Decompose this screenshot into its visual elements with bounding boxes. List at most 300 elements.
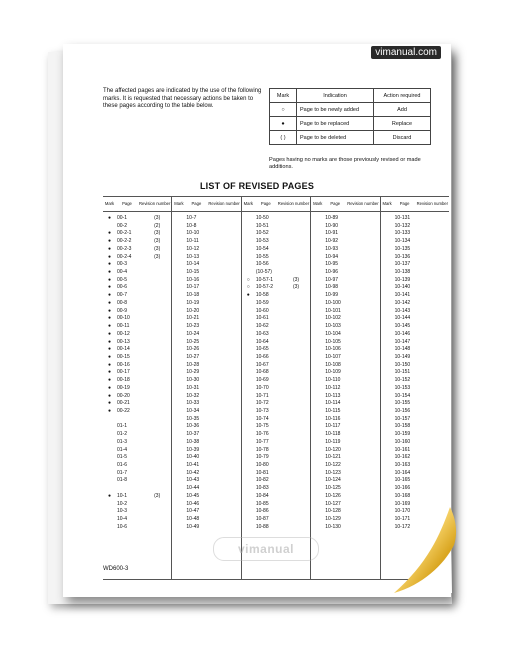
table-row (381, 393, 449, 401)
table-row (103, 346, 171, 354)
table-row (172, 416, 240, 424)
table-row (172, 362, 240, 370)
header-revision: Revision number (277, 200, 310, 206)
table-row (381, 423, 449, 431)
row-page: 10-125 (325, 485, 341, 492)
table-row (242, 462, 310, 470)
table-row (311, 315, 379, 323)
table-row (172, 477, 240, 485)
table-row (172, 524, 240, 532)
row-page: 10-11 (186, 238, 199, 245)
table-row (311, 470, 379, 478)
table-row (242, 400, 310, 408)
table-row (311, 254, 379, 262)
row-page: 10-153 (394, 384, 411, 391)
table-row (172, 454, 240, 462)
table-row (311, 331, 379, 339)
table-row (172, 238, 240, 246)
row-page: 10-25 (186, 338, 200, 345)
table-row (381, 331, 449, 339)
row-page: 10-19 (186, 299, 200, 306)
row-page: 00-21 (117, 400, 130, 407)
row-page: 10-89 (325, 215, 339, 221)
row-page: 10-15 (186, 269, 200, 276)
table-row (242, 508, 310, 516)
row-page: 01-4 (117, 446, 128, 453)
table-row (103, 292, 171, 300)
row-page: 10-164 (394, 469, 411, 476)
table-row (381, 346, 449, 354)
row-mark: ● (107, 369, 112, 376)
row-mark: ● (107, 400, 112, 407)
row-page: 10-102 (325, 315, 341, 322)
row-page: 10-88 (255, 523, 269, 530)
header-mark: Mark (174, 200, 184, 206)
row-page: 10-57-1 (255, 276, 274, 283)
row-page: 10-96 (325, 269, 339, 276)
table-row (103, 323, 171, 331)
table-row (381, 238, 449, 246)
row-page: 10-110 (325, 377, 341, 384)
table-row (242, 377, 310, 385)
legend-row-add (270, 103, 431, 117)
row-page: 10-127 (325, 500, 341, 507)
intro-paragraph: The affected pages are indicated by the use of the following marks. It is requested that necessary actions be taken to these pages according to the table below. (103, 88, 262, 109)
table-row (311, 416, 379, 424)
table-row (311, 501, 379, 509)
row-page: 10-21 (186, 315, 200, 322)
table-row (381, 493, 449, 501)
row-page: 10-56 (255, 261, 269, 268)
row-page: 10-132 (394, 222, 411, 229)
row-page: 10-135 (394, 245, 411, 252)
row-page: 00-17 (117, 369, 130, 376)
row-page: 00-2-1 (117, 230, 132, 237)
table-row (172, 408, 240, 416)
table-row (242, 238, 310, 246)
legend-mark-discard: ( ) (270, 131, 297, 145)
column-header (311, 197, 379, 212)
table-row (311, 300, 379, 308)
row-page: 10-113 (325, 392, 341, 399)
row-page: 00-18 (117, 377, 130, 384)
row-page: 10-69 (255, 377, 269, 384)
row-mark: ● (107, 307, 112, 314)
row-page: 10-121 (325, 454, 341, 461)
table-row (381, 447, 449, 455)
row-page: 10-170 (394, 508, 411, 515)
row-page: 10-39 (186, 446, 200, 453)
legend-mark-replace: ● (270, 117, 297, 131)
table-row (172, 470, 240, 478)
row-page: 10-134 (394, 238, 411, 245)
site-watermark: vimanual.com (371, 46, 441, 59)
row-page: 10-154 (394, 392, 411, 399)
row-page: 10-136 (394, 253, 411, 260)
table-row (242, 223, 310, 231)
table-row (103, 331, 171, 339)
table-row (242, 393, 310, 401)
row-page: 10-140 (394, 284, 411, 291)
table-row (103, 362, 171, 370)
row-page: 00-15 (117, 353, 130, 360)
table-row (381, 323, 449, 331)
row-page: 10-105 (325, 338, 341, 345)
row-mark: ● (107, 384, 112, 391)
row-page: 10-33 (186, 400, 200, 407)
table-row (311, 493, 379, 501)
row-mark: ● (107, 492, 112, 499)
column-header (172, 197, 240, 212)
row-mark: ● (107, 361, 112, 368)
table-row (311, 308, 379, 316)
row-page: 10-17 (186, 284, 200, 291)
row-page: 10-2 (117, 500, 128, 507)
table-row (242, 323, 310, 331)
row-page: 10-59 (255, 299, 269, 306)
table-row (242, 339, 310, 347)
table-row (172, 400, 240, 408)
legend-header-row (270, 89, 431, 103)
table-row (172, 447, 240, 455)
row-page: 10-138 (394, 269, 411, 276)
table-row (242, 346, 310, 354)
table-row (311, 323, 379, 331)
table-row (381, 300, 449, 308)
table-row (381, 246, 449, 254)
row-page: 10-171 (394, 516, 411, 523)
row-page: 10-61 (255, 315, 269, 322)
table-row (103, 501, 171, 509)
row-page: 10-108 (325, 361, 341, 368)
page-curl-icon (392, 505, 462, 595)
legend-indication-replace: Page to be replaced (297, 117, 374, 131)
row-page: 10-70 (255, 384, 269, 391)
row-page: 10-38 (186, 438, 200, 445)
row-page: 01-8 (117, 477, 128, 484)
table-row (103, 308, 171, 316)
row-page: 10-75 (255, 423, 269, 430)
row-page: 10-41 (186, 462, 200, 468)
table-row (242, 246, 310, 254)
table-row (172, 269, 240, 277)
legend-header-mark: Mark (270, 89, 297, 103)
table-row (311, 393, 379, 401)
table-row (172, 377, 240, 385)
table-row (242, 284, 310, 292)
row-page: 10-107 (325, 353, 341, 360)
row-page: 00-3 (117, 261, 128, 268)
table-row (103, 516, 171, 524)
row-page: 01-5 (117, 454, 128, 461)
row-page: 00-2-4 (117, 253, 132, 260)
table-row (381, 362, 449, 370)
row-revision: (3) (154, 253, 161, 260)
row-page: 10-18 (186, 292, 200, 299)
row-page: 10-87 (255, 516, 269, 523)
table-row (381, 277, 449, 285)
row-page: 10-29 (186, 369, 200, 376)
row-page: 00-12 (117, 330, 130, 337)
table-row (172, 485, 240, 493)
table-row (242, 308, 310, 316)
row-page: 10-40 (186, 454, 200, 461)
table-row (311, 261, 379, 269)
table-row (381, 439, 449, 447)
table-row (242, 408, 310, 416)
table-row (242, 362, 310, 370)
table-row (381, 223, 449, 231)
row-page: 10-46 (186, 500, 200, 507)
table-row (172, 292, 240, 300)
header-mark: Mark (104, 200, 115, 206)
row-page: 10-62 (255, 323, 269, 330)
table-row (242, 485, 310, 493)
table-row (103, 300, 171, 308)
table-row (311, 447, 379, 455)
header-page: Page (122, 200, 132, 206)
table-row (172, 501, 240, 509)
row-page: 10-104 (325, 330, 341, 337)
table-row (381, 454, 449, 462)
table-row (381, 400, 449, 408)
legend-row-discard (270, 131, 431, 145)
row-page: 10-65 (255, 346, 269, 353)
table-row (381, 470, 449, 478)
row-mark: ● (107, 230, 112, 237)
row-revision: (3) (292, 276, 300, 283)
table-row (381, 230, 449, 238)
row-page: 10-131 (394, 215, 411, 221)
table-row (242, 416, 310, 424)
row-mark: ● (107, 215, 112, 221)
vimanual-logo-watermark: vimanual (213, 537, 319, 561)
table-row (103, 284, 171, 292)
table-row (172, 331, 240, 339)
row-page: 10-79 (255, 454, 269, 461)
table-row (381, 339, 449, 347)
row-page: 10-85 (255, 500, 269, 507)
table-row (242, 477, 310, 485)
row-page: 10-64 (255, 338, 269, 345)
row-page: 10-37 (186, 431, 200, 438)
table-row (242, 369, 310, 377)
table-row (103, 447, 171, 455)
table-column-1 (103, 197, 172, 579)
column-header (381, 197, 449, 212)
table-row (242, 470, 310, 478)
table-row (172, 254, 240, 262)
table-row (103, 462, 171, 470)
row-page: 10-161 (394, 446, 411, 453)
row-page: 10-84 (255, 492, 269, 499)
row-page: 10-151 (394, 369, 411, 376)
row-page: 10-76 (255, 431, 269, 438)
table-row (242, 269, 310, 277)
row-page: 10-163 (394, 462, 411, 468)
row-page: 10-28 (186, 361, 200, 368)
row-page: 10-98 (325, 284, 339, 291)
row-page: 10-94 (325, 253, 339, 260)
table-row (242, 292, 310, 300)
table-row (103, 246, 171, 254)
table-row (242, 524, 310, 532)
row-page: 01-2 (117, 431, 128, 438)
table-row (381, 284, 449, 292)
table-row (172, 261, 240, 269)
row-page: 10-169 (394, 500, 411, 507)
row-mark: ● (107, 407, 112, 414)
table-row (242, 354, 310, 362)
row-page: 10-97 (325, 276, 339, 283)
row-page: 10-156 (394, 407, 411, 414)
row-page: 10-152 (394, 377, 411, 384)
table-row (103, 369, 171, 377)
marks-legend-table (269, 88, 431, 145)
row-page: 00-11 (117, 323, 130, 330)
row-page: 01-6 (117, 462, 128, 468)
row-page: 10-43 (186, 477, 200, 484)
table-row (381, 477, 449, 485)
table-row (242, 501, 310, 509)
row-page: 10-71 (255, 392, 269, 399)
table-row (103, 238, 171, 246)
row-page: 10-139 (394, 276, 411, 283)
row-page: 10-120 (325, 446, 341, 453)
table-row (172, 308, 240, 316)
column-header (103, 197, 171, 212)
row-page: 10-126 (325, 492, 341, 499)
table-row (172, 230, 240, 238)
legend-action-discard: Discard (374, 131, 431, 145)
row-page: 10-101 (325, 307, 341, 314)
table-row (242, 261, 310, 269)
row-page: 10-103 (325, 323, 341, 330)
table-row (103, 315, 171, 323)
row-page: 10-24 (186, 330, 200, 337)
table-row (311, 238, 379, 246)
header-page: Page (260, 200, 271, 206)
row-page: 10-1 (117, 492, 128, 499)
table-row (172, 423, 240, 431)
table-row (311, 477, 379, 485)
legend-header-indication: Indication (297, 89, 374, 103)
row-page: 10-124 (325, 477, 341, 484)
row-page: 00-19 (117, 384, 130, 391)
row-page: 00-2-3 (117, 245, 132, 252)
legend-row-replace (270, 117, 431, 131)
row-page: 10-93 (325, 245, 339, 252)
row-mark: ● (107, 338, 112, 345)
table-row (242, 423, 310, 431)
row-page: 10-50 (255, 215, 269, 221)
table-row (311, 400, 379, 408)
table-row (311, 369, 379, 377)
row-page: 10-83 (255, 485, 269, 492)
table-row (103, 230, 171, 238)
row-page: 00-2 (117, 222, 128, 229)
row-page: 00-9 (117, 307, 128, 314)
row-page: 10-42 (186, 469, 200, 476)
row-mark: ● (107, 330, 112, 337)
row-page: 10-26 (186, 346, 200, 353)
table-row (242, 277, 310, 285)
header-revision: Revision number (347, 200, 379, 206)
header-page: Page (191, 200, 202, 206)
table-row (172, 431, 240, 439)
table-row (103, 485, 171, 493)
table-row (103, 508, 171, 516)
table-row (242, 516, 310, 524)
row-mark: ● (107, 276, 112, 283)
table-row (172, 439, 240, 447)
header-page: Page (330, 200, 341, 206)
row-page: 10-55 (255, 253, 269, 260)
table-row (311, 284, 379, 292)
row-mark: ● (107, 284, 112, 291)
row-page: 10-116 (325, 415, 341, 422)
row-mark: ● (107, 353, 112, 360)
row-page: 10-128 (325, 508, 341, 515)
table-row (381, 254, 449, 262)
row-page: 10-82 (255, 477, 269, 484)
row-page: 00-1 (117, 215, 128, 221)
table-row (103, 400, 171, 408)
row-page: 10-114 (325, 400, 341, 407)
table-row (103, 215, 171, 223)
row-page: 10-150 (394, 361, 411, 368)
row-page: 00-13 (117, 338, 130, 345)
row-page: 10-60 (255, 307, 269, 314)
table-row (381, 485, 449, 493)
row-page: 00-4 (117, 269, 128, 276)
legend-action-add: Add (374, 103, 431, 117)
row-page: 10-57-2 (255, 284, 274, 291)
table-row (172, 223, 240, 231)
row-page: (10-57) (255, 269, 272, 276)
row-page: 10-166 (394, 485, 411, 492)
row-mark: ● (107, 377, 112, 384)
row-page: 00-2-2 (117, 238, 132, 245)
legend-header-action: Action required (374, 89, 431, 103)
row-page: 10-4 (117, 516, 128, 523)
table-row (242, 300, 310, 308)
row-page: 10-159 (394, 431, 411, 438)
row-revision: (3) (292, 284, 300, 291)
row-page: 10-106 (325, 346, 341, 353)
row-page: 10-27 (186, 353, 200, 360)
table-row (172, 300, 240, 308)
row-page: 10-45 (186, 492, 200, 499)
legend-indication-discard: Page to be deleted (297, 131, 374, 145)
row-page: 10-53 (255, 238, 269, 245)
row-page: 10-47 (186, 508, 200, 515)
row-page: 10-147 (394, 338, 411, 345)
row-page: 10-91 (325, 230, 339, 237)
table-row (381, 261, 449, 269)
table-column-4 (311, 197, 380, 579)
table-row (311, 524, 379, 532)
row-page: 10-34 (186, 407, 200, 414)
row-page: 10-90 (325, 222, 339, 229)
table-row (381, 308, 449, 316)
row-page: 10-99 (325, 292, 339, 299)
row-page: 00-7 (117, 292, 128, 299)
table-row (242, 439, 310, 447)
table-row (172, 516, 240, 524)
row-page: 10-78 (255, 446, 269, 453)
row-page: 00-5 (117, 276, 128, 283)
